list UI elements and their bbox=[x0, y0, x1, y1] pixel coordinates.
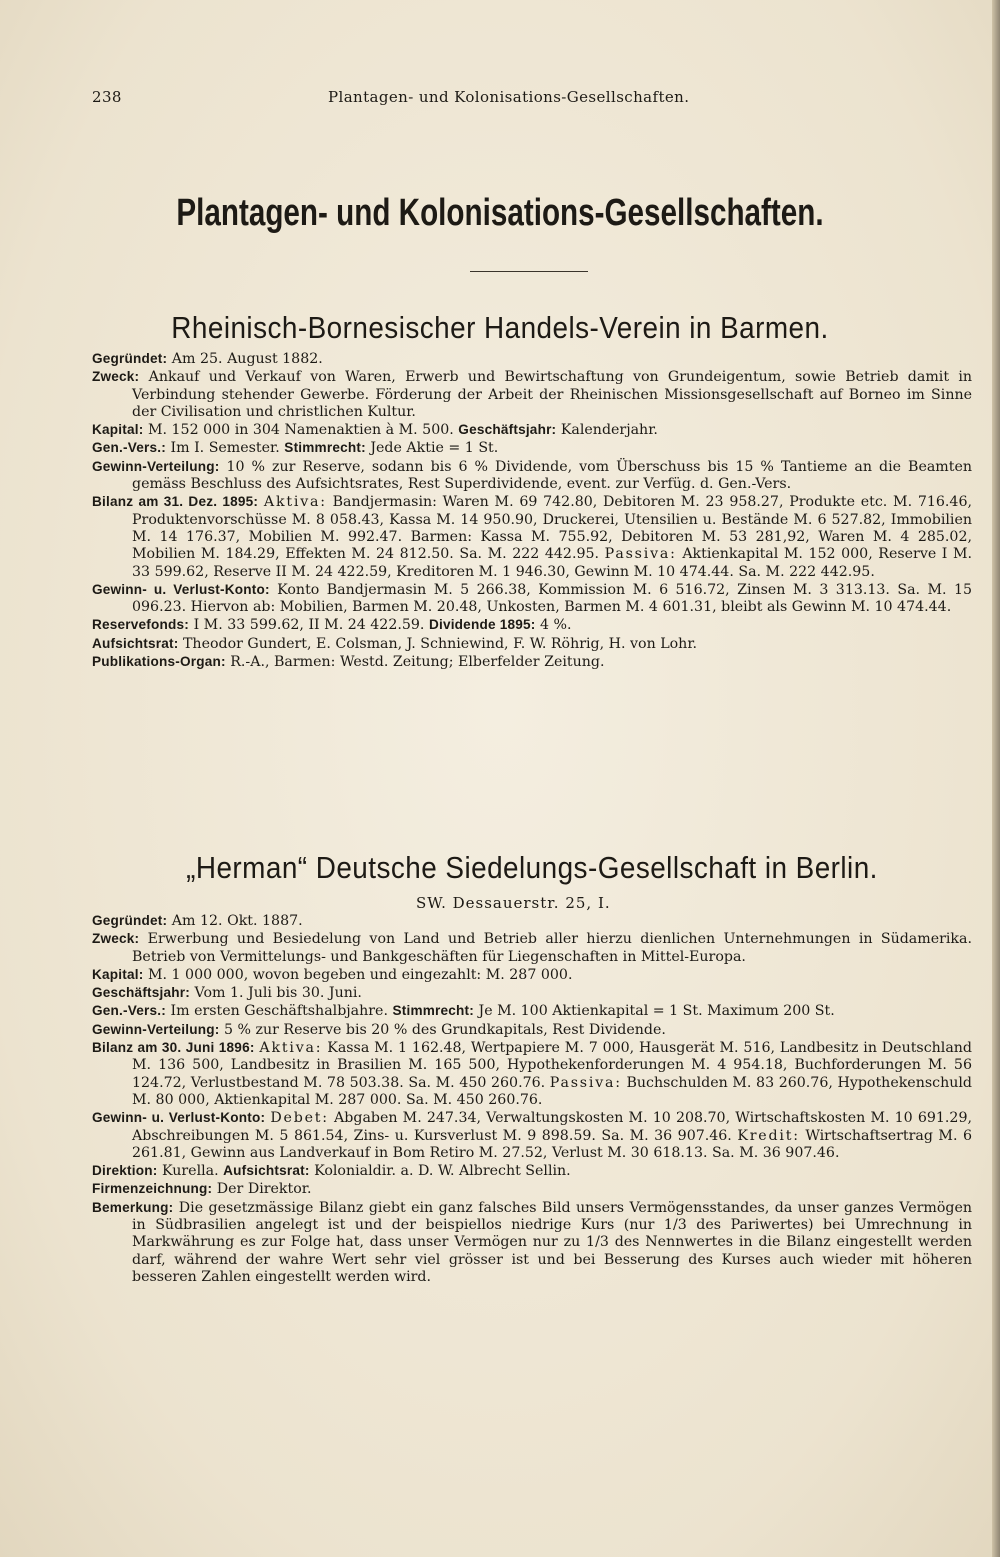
entry-gegruendet: Gegründet: Am 25. August 1882. bbox=[92, 351, 323, 367]
entry-guv: Gewinn- u. Verlust-Konto: Debet: Abgaben M. 247.34, Verwaltungskosten M. 10 208.70, Wirtschaftskosten M. 10 691.29, Abschreibungen M. 5 861.54, Zins- u. Kursverlust M. 9 898.59. Sa. M. 36 907.46. Kredit: Wirtschaftsertrag M. 6 261.81, Gewinn aus Landverkauf in Bom Retiro M. 27.52, Verlust M. 30 618.13. Sa. M. 36 907.46. bbox=[92, 1110, 972, 1161]
entry-kapital: Kapital: M. 1 000 000, wovon begeben und eingezahlt: M. 287 000. bbox=[92, 966, 573, 983]
company2-title: „Herman“ Deutsche Siedelungs-Gesellschaft in Berlin. bbox=[186, 850, 878, 885]
entry-bilanz: Bilanz am 30. Juni 1896: Aktiva: Kassa M. 1 162.48, Wertpapiere M. 7 000, Hausgerät M. 516, Landbesitz in Deutschland M. 136 500, Landbesitz in Brasilien M. 165 500, Hypothekenforderungen M. 4 954.18, Buchforderungen M. 56 124.72, Verlustbestand M. 78 503.38. Sa. M. 450 260.76. Passiva: Buchschulden M. 83 260.76, Hypothekenschuld M. 80 000, Aktienkapital M. 287 000. Sa. M. 450 260.76. bbox=[92, 1040, 972, 1108]
entry-gewinnverteilung: Gewinn-Verteilung: 5 % zur Reserve bis 20 % des Grundkapitals, Rest Dividende. bbox=[92, 1021, 666, 1038]
entry-guv: Gewinn- u. Verlust-Konto: Konto Bandjermasin M. 5 266.38, Kommission M. 6 516.72, Zinsen M. 3 313.13. Sa. M. 15 096.23. Hiervon ab: Mobilien, Barmen M. 20.48, Unkosten, Barmen M. 4 601.31, bleibt als Gewinn M. 10 474.44. bbox=[92, 581, 972, 616]
entry-gegruendet: Gegründet: Am 12. Okt. 1887. bbox=[92, 913, 303, 929]
company1-title: Rheinisch-Bornesischer Handels-Verein in Barmen. bbox=[171, 310, 829, 345]
page-number: 238 bbox=[92, 88, 122, 106]
title-divider bbox=[470, 271, 588, 272]
running-header bbox=[92, 88, 692, 110]
page-edge-shadow bbox=[992, 0, 1000, 1557]
entry-bilanz: Bilanz am 31. Dez. 1895: Aktiva: Bandjermasin: Waren M. 69 742.80, Debitoren M. 23 958.27, Produkte etc. M. 716.46, Produktenvorschüsse M. 8 058.43, Kassa M. 14 950.90, Druckerei, Utensilien u. Bestände M. 6 527.82, Immobilien M. 14 176.37, Mobilien M. 992.47. Barmen: Kassa M. 755.92, Debitoren M. 53 281,92, Waren M. 4 285.02, Mobilien M. 184.29, Effekten M. 24 812.50. Sa. M. 222 442.95. Passiva: Aktienkapital M. 152 000, Reserve I M. 33 599.62, Reserve II M. 24 422.59, Kreditoren M. 1 946.30, Gewinn M. 10 474.44. Sa. M. 222 442.95. bbox=[92, 494, 973, 580]
entry-reservefonds: Reservefonds: I M. 33 599.62, II M. 24 422.59. Dividende 1895: 4 %. bbox=[92, 617, 572, 634]
company1-entries bbox=[92, 350, 972, 671]
entry-gewinnverteilung: Gewinn-Verteilung: 10 % zur Reserve, sodann bis 6 % Dividende, vom Überschuss bis 15 % Tantieme an die Beamten gemäss Beschluss des Aufsichtsrates, Rest Superdividende, event. zur Verfüg. d. Gen.-Vers. bbox=[92, 458, 972, 493]
section-title: Plantagen- und Kolonisations-Gesellschaften. bbox=[176, 192, 824, 234]
entry-geschaeftsjahr: Geschäftsjahr: Vom 1. Juli bis 30. Juni. bbox=[92, 985, 362, 1002]
entry-direktion: Direktion: Kurella. Aufsichtsrat: Kolonialdir. a. D. W. Albrecht Sellin. bbox=[92, 1163, 571, 1180]
entry-kapital: Kapital: M. 152 000 in 304 Namenaktien à M. 500. Geschäftsjahr: Kalenderjahr. bbox=[92, 422, 658, 439]
entry-bemerkung: Bemerkung: Die gesetzmässige Bilanz giebt ein ganz falsches Bild unsers Vermögensstandes, da unser ganzes Vermögen in Südbrasilien angelegt ist und der beispiellos niedrige Kurs (nur 1/3 des Pariwertes) bei Umrechnung in Markwährung es zur Folge hat, dass unser Vermögen nur zu 1/3 des Nennwertes in die Bilanz eingestellt werden darf, während der wahre Wert sehr viel grösser ist und bei Besserung des Kurses auch wieder mit höheren besseren Zahlen eingestellt werden wird. bbox=[92, 1199, 972, 1285]
company2-entries bbox=[92, 912, 972, 1286]
entry-publikation: Publikations-Organ: R.-A., Barmen: Westd. Zeitung; Elberfelder Zeitung. bbox=[92, 654, 605, 671]
entry-zweck: Zweck: Erwerbung und Besiedelung von Land und Betrieb aller hierzu dienlichen Unternehmungen in Südamerika. Betrieb von Vermittelungs- und Bankgeschäften für Liegenschaften in Mittel-Europa. bbox=[92, 931, 972, 965]
entry-zweck: Zweck: Ankauf und Verkauf von Waren, Erwerb und Bewirtschaftung von Grundeigentum, sowie Betrieb damit in Verbindung stehender Gewerbe. Förderung der Arbeit der Rheinischen Missionsgesellschaft auf Borneo im Sinne der Civilisation und christlichen Kultur. bbox=[92, 369, 972, 420]
entry-genvers: Gen.-Vers.: Im ersten Geschäftshalbjahre. Stimmrecht: Je M. 100 Aktienkapital = 1 St. Maximum 200 St. bbox=[92, 1003, 835, 1020]
running-title: Plantagen- und Kolonisations-Gesellschaften. bbox=[328, 88, 690, 106]
entry-genvers: Gen.-Vers.: Im I. Semester. Stimmrecht: Jede Aktie = 1 St. bbox=[92, 440, 499, 457]
company2-address: SW. Dessauerstr. 25, I. bbox=[416, 894, 611, 912]
entry-aufsichtsrat: Aufsichtsrat: Theodor Gundert, E. Colsman, J. Schniewind, F. W. Röhrig, H. von Lohr. bbox=[92, 635, 698, 652]
entry-firmenzeichnung: Firmenzeichnung: Der Direktor. bbox=[92, 1181, 312, 1198]
